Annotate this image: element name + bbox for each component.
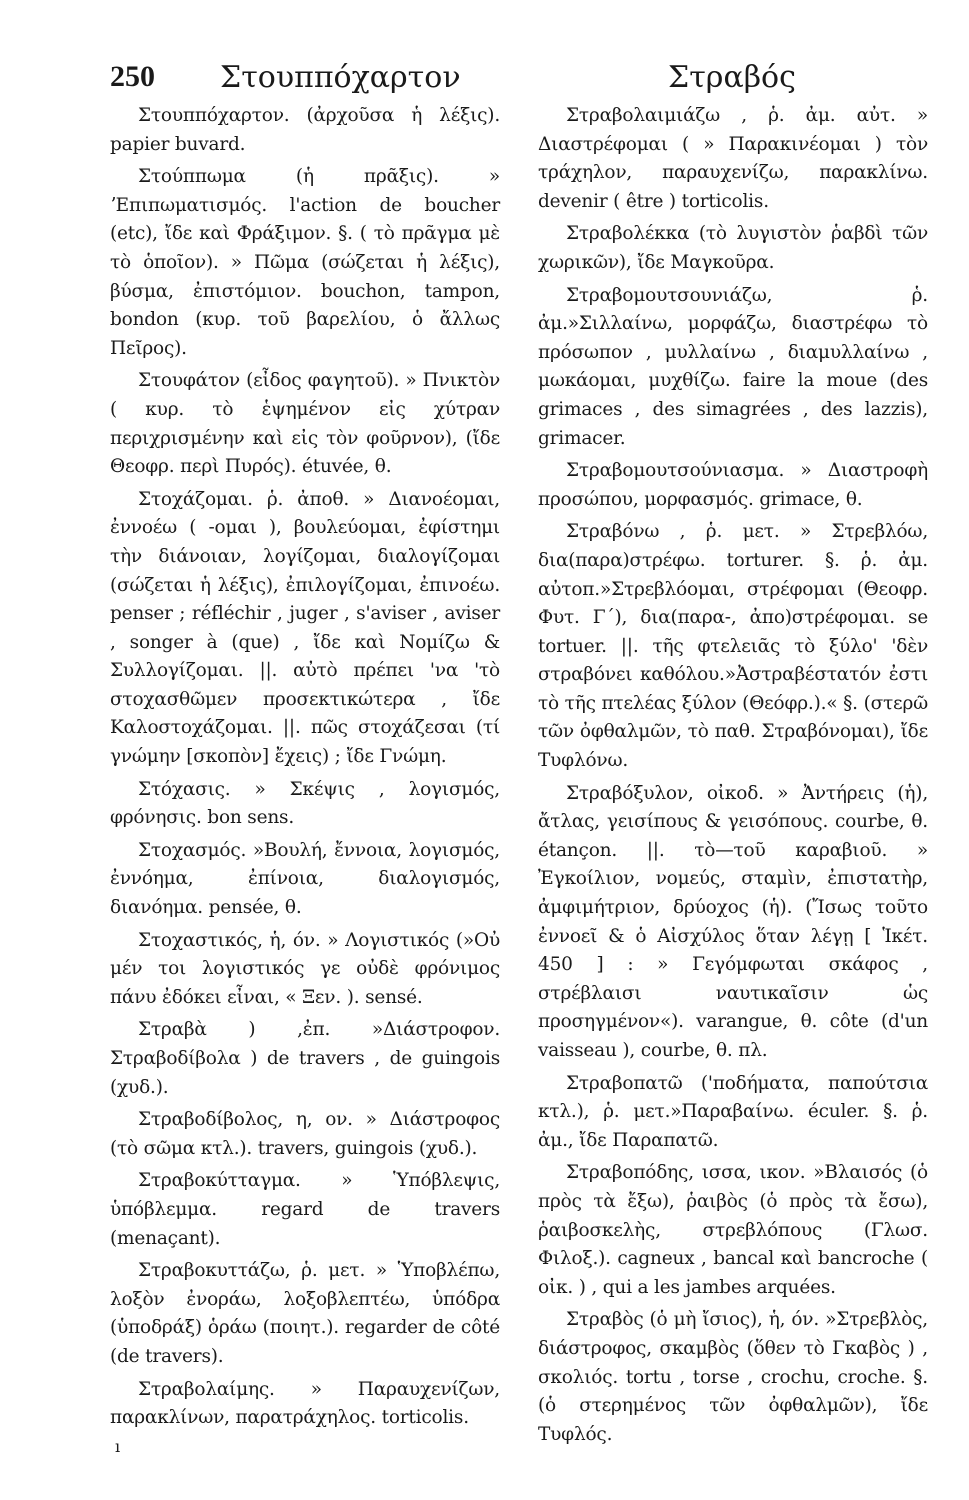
left-column bbox=[110, 102, 500, 1457]
dictionary-entry: Στραβὰ ) ,ἐπ. »Διάστροφον. Στραβοδίβολα ) de travers , de guingois (χυδ.). bbox=[110, 1019, 500, 1098]
dictionary-entry: Στραβολαιμιάζω , ῥ. ἀμ. αὐτ. » Διαστρέφομαι ( » Παρακινέομαι ) τὸν τράχηλον, παραυχενίζω, παρακλίνω. devenir ( être ) torticolis. bbox=[538, 105, 928, 212]
running-head-left: Στουππόχαρτον bbox=[220, 60, 461, 95]
dictionary-entry: Στουφάτον (εἶδος φαγητοῦ). » Πνικτὸν ( κυρ. τὸ ἑψημένον εἰς χύτραν περιχρισμένην καὶ εἰς τὸν φοῦρνον), (ἴδε Θεοφρ. περὶ Πυρός). étuvée, θ. bbox=[110, 370, 500, 478]
dictionary-entry: Στραβοκύτταγμα. » Ὑπόβλεψις, ὑπόβλεμμα. regard de travers (menaçant). bbox=[110, 1170, 500, 1249]
dictionary-entry: Στραβοδίβολος, η, ον. » Διάστροφος (τὸ σῶμα κτλ.). travers, guingois (χυδ.). bbox=[110, 1109, 500, 1159]
two-column-body bbox=[110, 102, 939, 1457]
stray-mark: ı bbox=[115, 1436, 121, 1456]
dictionary-entry: Στραβόνω , ῥ. μετ. » Στρεβλόω, δια(παρα)στρέφω. torturer. §. ῥ. ἀμ. αὐτοπ.»Στρεβλόομαι, στρέφομαι (Θεοφρ. Φυτ. Γ΄), δια(παρα-, ἀπο)στρέφομαι. se tortuer. ||. τῆς φτελειᾶς τὸ ξύλο' 'δὲν στραβόνει καθόλου.»Ἀστραβέστατόν ἐστι τὸ τῆς πτελέας ξύλον (Θεόφρ.).« §. (στερῶ τῶν ὀφθαλμῶν, τὸ παθ. Στραβόνομαι), ἴδε Τυφλόνω. bbox=[538, 521, 928, 772]
dictionary-entry: Στραβομουτσουνιάζω, ῥ. ἀμ.»Σιλλαίνω, μορφάζω, διαστρέφω τὸ πρόσωπον , μυλλαίνω , διαμυλλαίνω , μωκάομαι, μυχθίζω. faire la moue (des grimaces , des simagrées , des lazzis), grimacer. bbox=[538, 284, 928, 449]
dictionary-entry: Στραβομουτσούνιασμα. » Διαστροφὴ προσώπου, μορφασμός. grimace, θ. bbox=[538, 460, 928, 510]
dictionary-entry: Στοχάζομαι. ῥ. ἀποθ. » Διανοέομαι, ἐννοέω ( -ομαι ), βουλεύομαι, ἐφίστημι τὴν διάνοιαν, λογίζομαι, διαλογίζομαι (σώζεται ἡ λέξις), ἐπιλογίζομαι, ἐπινοέω. penser ; réfléchir , juger , s'aviser , aviser , songer à (que) , ἴδε καὶ Νομίζω & Συλλογίζομαι. ||. αὐτὸ πρέπει 'να 'τὸ στοχασθῶμεν προσεκτικώτερα , ἴδε Καλοστοχάζομαι. ||. πῶς στοχάζεσαι (τί γνώμην [σκοπὸν] ἔχεις) ; ἴδε Γνώμη. bbox=[110, 488, 500, 768]
dictionary-entry: Στοχασμός. »Βουλή, ἔννοια, λογισμός, ἐννόημα, ἐπίνοια, διαλογισμός, διανόημα. pensée, θ. bbox=[110, 839, 500, 919]
dictionary-entry: Στραβόξυλον, οἰκοδ. » Ἀντήρεις (ἡ), ἄτλας, γεισίπους & γεισόπους. courbe, θ. étançon. ||. τὸ—τοῦ καραβιοῦ. » Ἐγκοίλιον, νομεύς, σταμὶν, ἐπιστατὴρ, ἀμφιμήτριον, δρύοχος (ἡ). (Ἴσως τοῦτο ἐννοεῖ & ὁ Αἰσχύλος ὅταν λέγῃ [ Ἱκέτ. 450 ] : » Γεγόμφωται σκάφος , στρέβλαισι ναυτικαῖσιν ὡς προσηγμένον«). varangue, θ. côte (d'un vaisseau ), courbe, θ. πλ. bbox=[538, 782, 928, 1061]
dictionary-entry: Στόχασις. » Σκέψις , λογισμός, φρόνησις. bon sens. bbox=[110, 778, 500, 829]
right-column bbox=[538, 102, 928, 1457]
dictionary-entry: Στραβοπόδης, ισσα, ικον. »Βλαισός (ὁ πρὸς τὰ ἔξω), ῥαιβὸς (ὁ πρὸς τὰ ἔσω), ῥαιβοσκελὴς, στρεβλόπους (Γλωσ. Φιλοξ.). cagneux , bancal καὶ bancroche ( οἰκ. ) , qui a les jambes arquées. bbox=[538, 1162, 928, 1298]
dictionary-entry: Στραβοκυττάζω, ῥ. μετ. » Ὑποβλέπω, λοξὸν ἐνοράω, λοξοβλεπτέω, ὑπόδρα (ὑποδράξ) ὁράω (ποιητ.). regarder de côté (de travers). bbox=[110, 1260, 500, 1367]
dictionary-entry: Στοχαστικός, ἡ, όν. » Λογιστικός (»Οὐ μέν τοι λογιστικός γε οὐδὲ φρόνιμος πάνυ ἐδόκει εἶναι, « Ξεν. ). sensé. bbox=[110, 929, 500, 1008]
dictionary-entry: Στραβολέκκα (τὸ λυγιστὸν ῥαβδὶ τῶν χωρικῶν), ἴδε Μαγκοῦρα. bbox=[538, 223, 928, 273]
dictionary-entry: Στουππόχαρτον. (ἀρχοῦσα ἡ λέξις). papier buvard. bbox=[110, 105, 500, 155]
dictionary-entry: Στούππωμα (ἡ πρᾶξις). » ʼΕπιπωματισμός. l'action de boucher (etc), ἴδε καὶ Φράξιμον. §. ( τὸ πρᾶγμα μὲ τὸ ὁποῖον). » Πῶμα (σώζεται ἡ λέξις), βύσμα, ἐπιστόμιον. bouchon, tampon, bondon (κυρ. τοῦ βαρελίου, ὁ ἄλλως Πεῖρος). bbox=[110, 166, 500, 359]
running-head-right: Στραβός bbox=[668, 60, 796, 95]
dictionary-entry: Στραβολαίμης. » Παραυχενίζων, παρακλίνων, παρατράχηλος. torticolis. bbox=[110, 1378, 500, 1429]
dictionary-entry: Στραβὸς (ὁ μὴ ἴσιος), ἡ, όν. »Στρεβλὸς, διάστροφος, σκαμβὸς (ὅθεν τὸ Γκαβὸς ) , σκολιός. tortu , torse , crochu, croche. §. (ὁ στερημένος τῶν ὀφθαλμῶν), ἴδε Τυφλός. bbox=[538, 1309, 928, 1445]
dictionary-entry: Στραβοπατῶ ('ποδήματα, παπούτσια κτλ.), ῥ. μετ.»Παραβαίνω. éculer. §. ῥ. ἀμ., ἴδε Παραπατῶ. bbox=[538, 1072, 928, 1151]
page-number: 250 bbox=[110, 60, 155, 93]
page-header bbox=[110, 50, 939, 102]
